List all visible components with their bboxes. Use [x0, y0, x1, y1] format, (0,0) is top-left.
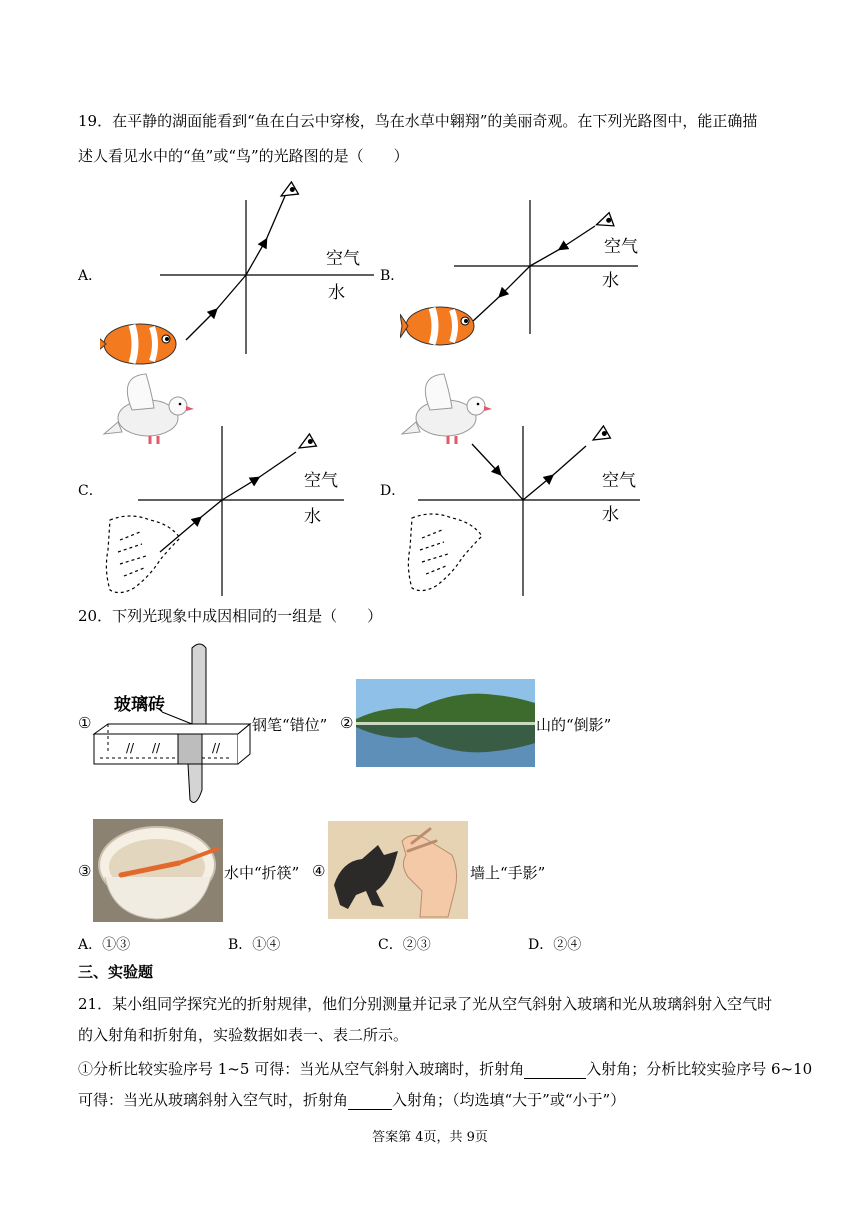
bird-reflection-icon [106, 516, 180, 593]
q20-choice-c[interactable]: C．②③ [378, 937, 431, 953]
water-label: 水 [328, 283, 345, 303]
q21-line3 [78, 1059, 812, 1079]
answer-blank-1[interactable] [524, 1078, 586, 1079]
eye-icon [296, 434, 317, 454]
section-heading: 三、实验题 [78, 963, 154, 981]
item4-caption: 墙上“手影” [470, 864, 546, 882]
q21-line2: 的入射角和折射角，实验数据如表一、表二所示。 [78, 1026, 409, 1044]
q19-diagram-a [100, 178, 380, 368]
item1-caption: 钢笔“错位” [252, 716, 328, 734]
fish-icon [100, 324, 176, 364]
eye-icon [278, 182, 299, 202]
item1-number: ① [78, 714, 92, 732]
air-label: 空气 [602, 471, 636, 491]
q21-line1: 21．某小组同学探究光的折射规律，他们分别测量并记录了光从空气斜射入玻璃和光从玻璃斜射入空气时 [78, 995, 773, 1013]
eye-icon [590, 426, 611, 446]
water-label: 水 [602, 505, 619, 525]
item2-caption: 山的“倒影” [536, 716, 612, 734]
air-label: 空气 [326, 249, 360, 269]
air-label: 空气 [304, 471, 338, 491]
glass-brick-pen-figure [92, 640, 252, 808]
bird-icon [402, 374, 492, 444]
water-label: 水 [304, 507, 321, 527]
q21-line4 [78, 1090, 625, 1110]
q21-line3-end: 入射角；分析比较实验序号 6~10 [586, 1060, 813, 1078]
q19-diagram-c [100, 370, 360, 610]
item3-number: ③ [78, 862, 92, 880]
q19-diagram-d [400, 370, 650, 610]
item2-number: ② [340, 714, 354, 732]
svg-text://: // [212, 741, 221, 755]
glass-brick-label: 玻璃砖 [114, 695, 165, 715]
q19-option-d-label[interactable]: D． [380, 483, 406, 499]
q19-option-a-label[interactable]: A． [78, 268, 103, 284]
bent-chopstick-photo [93, 819, 223, 922]
q20-choice-a[interactable]: A．①③ [78, 937, 131, 953]
eye-icon [594, 213, 614, 232]
page-footer: 答案第 4页，共 9页 [372, 1130, 488, 1145]
q19-option-b-label[interactable]: B． [380, 268, 405, 284]
q20-stem: 20．下列光现象中成因相同的一组是（ ） [78, 607, 383, 625]
hand-shadow-photo [328, 821, 468, 919]
q20-choice-d[interactable]: D．②④ [528, 937, 582, 953]
q21-line4-start: 可得：当光从玻璃斜射入空气时，折射角 [78, 1091, 349, 1109]
bird-icon [104, 374, 194, 444]
svg-text://: // [152, 741, 161, 755]
q19-stem-line1: 19．在平静的湖面能看到“鱼在白云中穿梭，鸟在水草中翱翔”的美丽奇观。在下列光路图中，能正确描 [78, 112, 758, 130]
item4-number: ④ [312, 862, 326, 880]
item3-caption: 水中“折筷” [224, 864, 300, 882]
q21-line4-end: 入射角；（均选填“大于”或“小于”） [392, 1091, 626, 1109]
fish-icon [400, 307, 474, 345]
answer-blank-2[interactable] [348, 1109, 392, 1110]
q21-line3-start: ①分析比较实验序号 1~5 可得：当光从空气斜射入玻璃时，折射角 [78, 1060, 525, 1078]
q20-choice-b[interactable]: B．①④ [228, 937, 281, 953]
q19-option-c-label[interactable]: C． [78, 483, 103, 499]
air-label: 空气 [604, 237, 638, 257]
q19-diagram-b [400, 194, 650, 354]
bird-reflection-icon [408, 514, 482, 591]
water-label: 水 [602, 271, 619, 291]
mountain-reflection-photo [356, 679, 535, 767]
svg-text://: // [126, 741, 135, 755]
q19-stem-line2: 述人看见水中的“鱼”或“鸟”的光路图的是（ ） [78, 147, 409, 165]
